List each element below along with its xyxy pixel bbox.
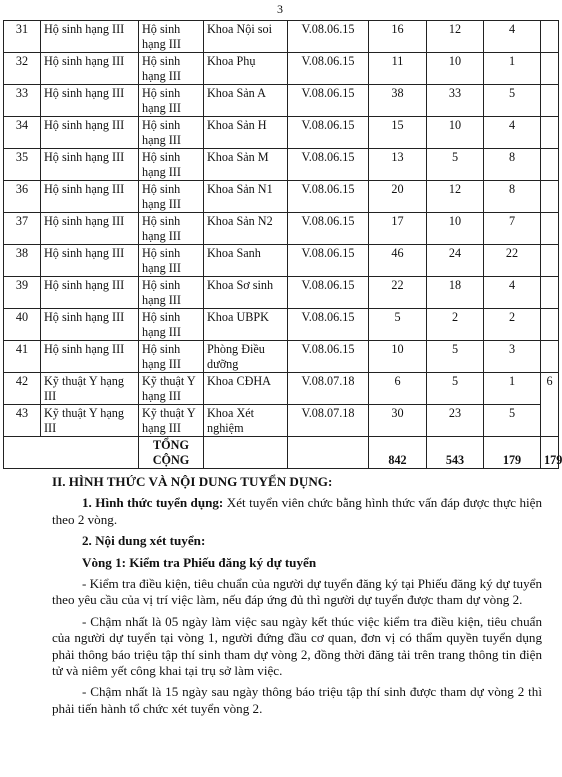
row-number: 39 xyxy=(4,277,41,309)
table-row xyxy=(4,85,559,117)
count-4-cell xyxy=(541,213,559,245)
count-1-cell: 46 xyxy=(369,245,427,277)
row-number: 31 xyxy=(4,21,41,53)
total-empty-cell xyxy=(4,437,139,469)
code-cell: V.08.06.15 xyxy=(288,181,369,213)
count-4-cell xyxy=(541,149,559,181)
count-2-cell: 5 xyxy=(427,341,484,373)
count-1-cell: 6 xyxy=(369,373,427,405)
total-count-1: 842 xyxy=(369,437,427,469)
count-4-cell xyxy=(541,341,559,373)
table-row xyxy=(4,213,559,245)
position-cell: Hộ sinh hạng III xyxy=(139,309,204,341)
row-number: 35 xyxy=(4,149,41,181)
position-cell: Kỹ thuật Y hạng III xyxy=(139,373,204,405)
count-4-cell xyxy=(541,21,559,53)
count-3-cell: 4 xyxy=(484,21,541,53)
table-row xyxy=(4,21,559,53)
section-title: II. HÌNH THỨC VÀ NỘI DUNG TUYỂN DỤNG: xyxy=(52,474,333,489)
para-3: - Chậm nhất là 15 ngày sau ngày thông báo triệu tập thí sinh được tham dự vòng 2 thì phải tiến hành tổ chức xét tuyển vòng 2. xyxy=(52,684,542,716)
table-row xyxy=(4,149,559,181)
department-cell: Khoa Sanh xyxy=(204,245,288,277)
position-cell: Hộ sinh hạng III xyxy=(139,21,204,53)
rank-cell: Kỹ thuật Y hạng III xyxy=(41,373,139,405)
table-row xyxy=(4,341,559,373)
code-cell: V.08.06.15 xyxy=(288,85,369,117)
department-cell: Khoa Sản N2 xyxy=(204,213,288,245)
count-2-cell: 10 xyxy=(427,213,484,245)
row-number: 37 xyxy=(4,213,41,245)
count-2-cell: 2 xyxy=(427,309,484,341)
code-cell: V.08.06.15 xyxy=(288,277,369,309)
code-cell: V.08.06.15 xyxy=(288,117,369,149)
total-row xyxy=(4,437,559,469)
position-cell: Hộ sinh hạng III xyxy=(139,245,204,277)
body-text xyxy=(52,474,542,722)
table-row xyxy=(4,245,559,277)
row-number: 38 xyxy=(4,245,41,277)
total-count-4: 179 xyxy=(541,437,559,469)
count-3-cell: 1 xyxy=(484,53,541,85)
count-2-cell: 33 xyxy=(427,85,484,117)
count-4-cell xyxy=(541,309,559,341)
count-2-cell: 12 xyxy=(427,21,484,53)
rank-cell: Hộ sinh hạng III xyxy=(41,117,139,149)
count-3-cell: 4 xyxy=(484,117,541,149)
count-1-cell: 17 xyxy=(369,213,427,245)
table-row xyxy=(4,53,559,85)
count-3-cell: 2 xyxy=(484,309,541,341)
table-row xyxy=(4,373,559,405)
code-cell: V.08.06.15 xyxy=(288,245,369,277)
code-cell: V.08.07.18 xyxy=(288,373,369,405)
code-cell: V.08.06.15 xyxy=(288,53,369,85)
total-count-3: 179 xyxy=(484,437,541,469)
department-cell: Khoa Sơ sinh xyxy=(204,277,288,309)
item1-label: 1. Hình thức tuyển dụng: xyxy=(82,495,224,511)
position-cell: Hộ sinh hạng III xyxy=(139,277,204,309)
rank-cell: Hộ sinh hạng III xyxy=(41,85,139,117)
rank-cell: Kỹ thuật Y hạng III xyxy=(41,405,139,437)
code-cell: V.08.06.15 xyxy=(288,309,369,341)
merged-count-cell: 6 xyxy=(541,373,559,437)
department-cell: Khoa Sản A xyxy=(204,85,288,117)
count-4-cell xyxy=(541,117,559,149)
count-2-cell: 23 xyxy=(427,405,484,437)
code-cell: V.08.06.15 xyxy=(288,21,369,53)
department-cell: Khoa Sản H xyxy=(204,117,288,149)
department-cell: Khoa Phụ xyxy=(204,53,288,85)
table-row xyxy=(4,405,559,437)
count-3-cell: 5 xyxy=(484,85,541,117)
row-number: 34 xyxy=(4,117,41,149)
rank-cell: Hộ sinh hạng III xyxy=(41,309,139,341)
count-1-cell: 13 xyxy=(369,149,427,181)
count-4-cell xyxy=(541,181,559,213)
total-label: TỔNG CỘNG xyxy=(139,437,204,469)
row-number: 33 xyxy=(4,85,41,117)
row-number: 43 xyxy=(4,405,41,437)
rank-cell: Hộ sinh hạng III xyxy=(41,21,139,53)
count-3-cell: 8 xyxy=(484,149,541,181)
count-4-cell xyxy=(541,277,559,309)
department-cell: Khoa UBPK xyxy=(204,309,288,341)
count-3-cell: 3 xyxy=(484,341,541,373)
count-1-cell: 10 xyxy=(369,341,427,373)
code-cell: V.08.06.15 xyxy=(288,213,369,245)
position-cell: Hộ sinh hạng III xyxy=(139,117,204,149)
count-1-cell: 15 xyxy=(369,117,427,149)
row-number: 40 xyxy=(4,309,41,341)
position-cell: Hộ sinh hạng III xyxy=(139,53,204,85)
count-1-cell: 30 xyxy=(369,405,427,437)
position-cell: Hộ sinh hạng III xyxy=(139,149,204,181)
rank-cell: Hộ sinh hạng III xyxy=(41,277,139,309)
count-1-cell: 5 xyxy=(369,309,427,341)
total-empty-cell xyxy=(288,437,369,469)
department-cell: Khoa Sản N1 xyxy=(204,181,288,213)
page-number: 3 xyxy=(277,2,283,16)
rank-cell: Hộ sinh hạng III xyxy=(41,213,139,245)
table-row xyxy=(4,277,559,309)
round1-title: Vòng 1: Kiểm tra Phiếu đăng ký dự tuyển xyxy=(82,554,317,570)
code-cell: V.08.07.18 xyxy=(288,405,369,437)
department-cell: Khoa Nội soi xyxy=(204,21,288,53)
count-4-cell xyxy=(541,53,559,85)
count-1-cell: 11 xyxy=(369,53,427,85)
count-3-cell: 4 xyxy=(484,277,541,309)
count-2-cell: 12 xyxy=(427,181,484,213)
item2-label: 2. Nội dung xét tuyển: xyxy=(82,533,206,549)
rank-cell: Hộ sinh hạng III xyxy=(41,149,139,181)
table-body xyxy=(4,21,562,469)
department-cell: Phòng Điều dưỡng xyxy=(204,341,288,373)
row-number: 41 xyxy=(4,341,41,373)
count-3-cell: 22 xyxy=(484,245,541,277)
count-3-cell: 8 xyxy=(484,181,541,213)
table-row xyxy=(4,117,559,149)
rank-cell: Hộ sinh hạng III xyxy=(41,341,139,373)
rank-cell: Hộ sinh hạng III xyxy=(41,53,139,85)
item1-text: Xét tuyển viên chức bằng hình thức vấn đáp được thực hiện theo 2 vòng. xyxy=(52,495,542,527)
count-1-cell: 20 xyxy=(369,181,427,213)
department-cell: Khoa Sản M xyxy=(204,149,288,181)
position-cell: Hộ sinh hạng III xyxy=(139,341,204,373)
position-cell: Hộ sinh hạng III xyxy=(139,85,204,117)
total-empty-cell xyxy=(204,437,288,469)
row-number: 32 xyxy=(4,53,41,85)
count-2-cell: 5 xyxy=(427,373,484,405)
count-2-cell: 24 xyxy=(427,245,484,277)
count-1-cell: 16 xyxy=(369,21,427,53)
position-cell: Hộ sinh hạng III xyxy=(139,181,204,213)
code-cell: V.08.06.15 xyxy=(288,341,369,373)
table-row xyxy=(4,181,559,213)
table-row xyxy=(4,309,559,341)
recruitment-table xyxy=(3,20,562,469)
count-1-cell: 38 xyxy=(369,85,427,117)
count-2-cell: 10 xyxy=(427,53,484,85)
count-2-cell: 18 xyxy=(427,277,484,309)
total-count-2: 543 xyxy=(427,437,484,469)
department-cell: Khoa Xét nghiệm xyxy=(204,405,288,437)
item1-paragraph xyxy=(52,495,542,528)
row-number: 36 xyxy=(4,181,41,213)
count-3-cell: 5 xyxy=(484,405,541,437)
count-4-cell xyxy=(541,245,559,277)
department-cell: Khoa CĐHA xyxy=(204,373,288,405)
rank-cell: Hộ sinh hạng III xyxy=(41,181,139,213)
position-cell: Kỹ thuật Y hạng III xyxy=(139,405,204,437)
position-cell: Hộ sinh hạng III xyxy=(139,213,204,245)
para-2: - Chậm nhất là 05 ngày làm việc sau ngày kết thúc việc kiểm tra điều kiện, tiêu chuẩn của người dự tuyển tại vòng 1, người đứng đầu cơ quan, đơn vị có thẩm quyền tuyển dụng phải thông báo triệu tập thí sinh tham dự vòng 2, đồng thời đăng tải trên trang thông tin điện tử và niêm yết công khai tại trụ sở làm việc. xyxy=(52,613,542,679)
count-2-cell: 5 xyxy=(427,149,484,181)
count-4-cell xyxy=(541,85,559,117)
para-1: - Kiểm tra điều kiện, tiêu chuẩn của người dự tuyển đăng ký tại Phiếu đăng ký dự tuyển theo yêu cầu của vị trí việc làm, nếu đáp ứng đủ thì người dự tuyển được tham dự vòng 2. xyxy=(52,576,542,608)
count-2-cell: 10 xyxy=(427,117,484,149)
count-3-cell: 1 xyxy=(484,373,541,405)
count-1-cell: 22 xyxy=(369,277,427,309)
row-number: 42 xyxy=(4,373,41,405)
code-cell: V.08.06.15 xyxy=(288,149,369,181)
count-3-cell: 7 xyxy=(484,213,541,245)
rank-cell: Hộ sinh hạng III xyxy=(41,245,139,277)
